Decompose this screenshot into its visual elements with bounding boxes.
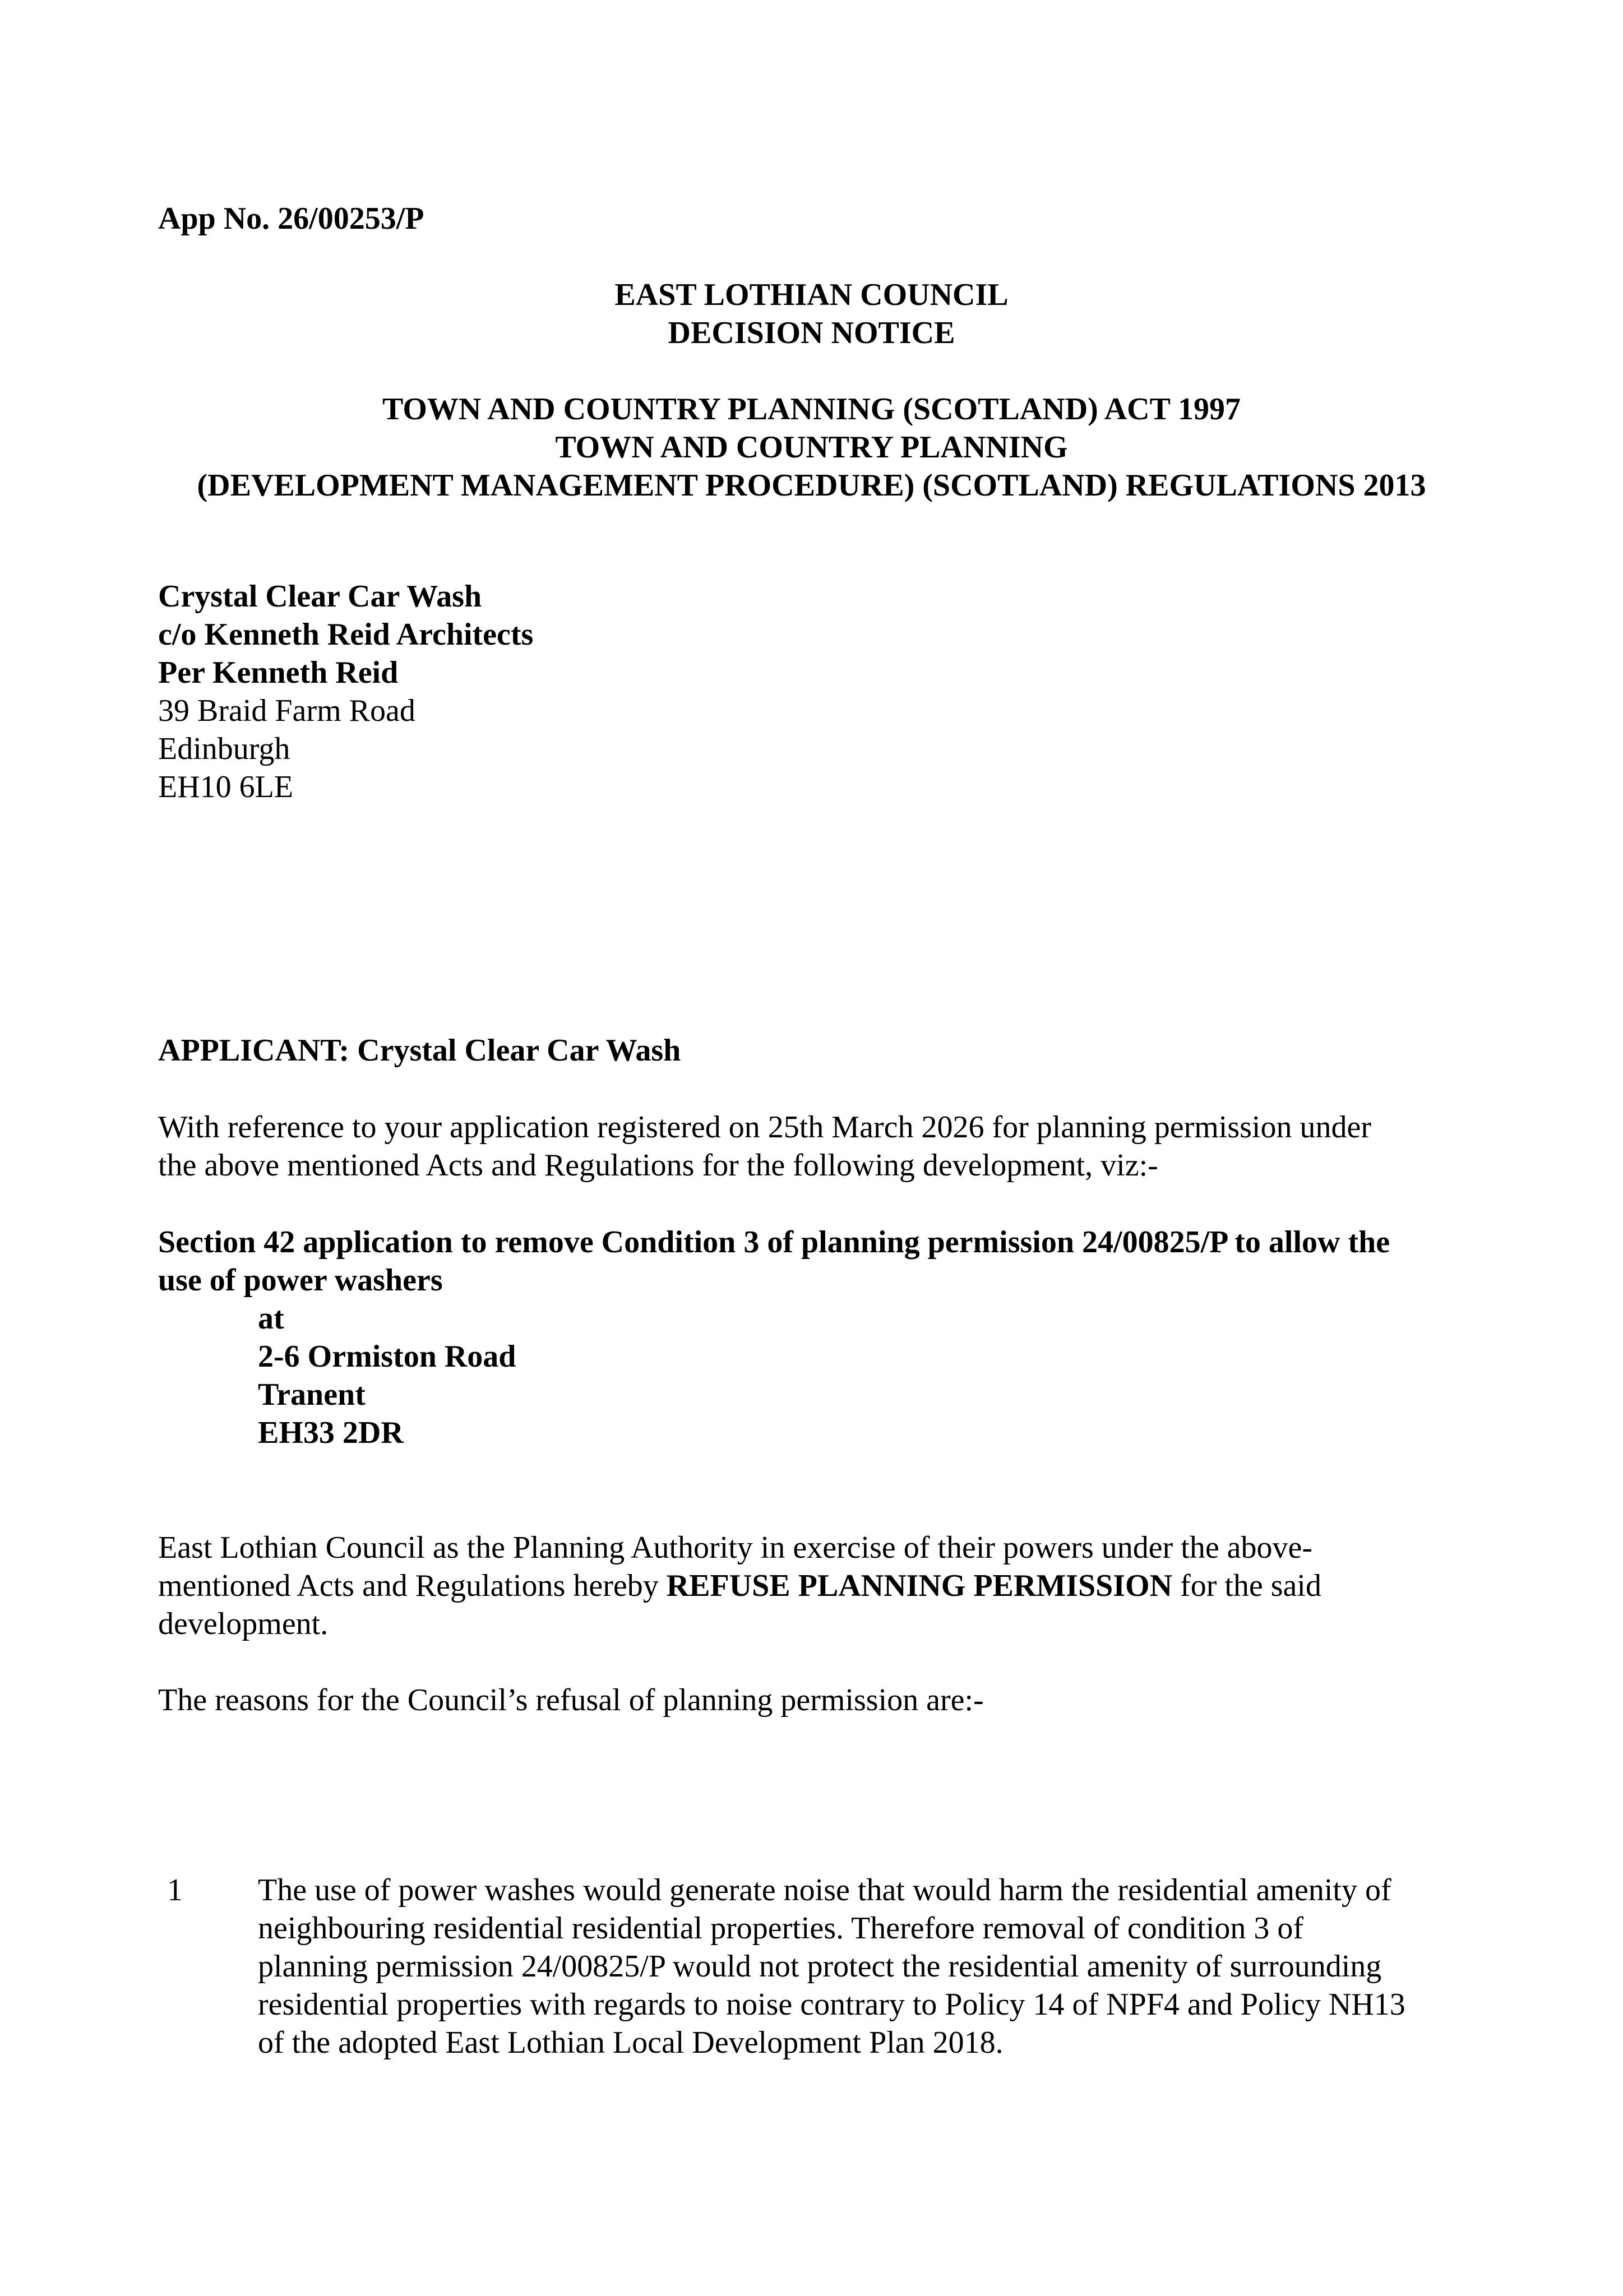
proposal-line-2: use of power washers [158, 1263, 443, 1298]
site-town: Tranent [258, 1377, 366, 1412]
address-care-of: c/o Kenneth Reid Architects [158, 617, 534, 652]
reason-line-4: residential properties with regards to noise contrary to Policy 14 of NPF4 and Policy NH13 [258, 1987, 1405, 2022]
reference-line-2: the above mentioned Acts and Regulations for the following development, viz:- [158, 1148, 1158, 1183]
site-street: 2-6 Ormiston Road [258, 1339, 516, 1374]
applicant-line: APPLICANT: Crystal Clear Car Wash [158, 1033, 681, 1068]
decision-line-3: development. [158, 1607, 329, 1641]
acts-block [0, 390, 1623, 504]
decision-paragraph [158, 1529, 1321, 1643]
decision-line-1: East Lothian Council as the Planning Authority in exercise of their powers under the above- [158, 1530, 1313, 1565]
recipient-address [158, 577, 533, 806]
reference-paragraph [158, 1108, 1371, 1184]
notice-title: DECISION NOTICE [668, 316, 955, 350]
reason-line-2: neighbouring residential residential properties. Therefore removal of condition 3 of [258, 1911, 1304, 1946]
application-number: App No. 26/00253/P [158, 201, 424, 236]
site-address [258, 1299, 516, 1452]
proposal-description [158, 1223, 1390, 1299]
reason-line-5: of the adopted East Lothian Local Development Plan 2018. [258, 2025, 1004, 2060]
reason-line-3: planning permission 24/00825/P would not protect the residential amenity of surrounding [258, 1949, 1382, 1984]
reason-text [258, 1871, 1405, 2062]
title-block [0, 276, 1623, 352]
act-line-2: TOWN AND COUNTRY PLANNING [555, 430, 1068, 465]
reference-line-1: With reference to your application registered on 25th March 2026 for planning permission under [158, 1110, 1371, 1145]
site-postcode: EH33 2DR [258, 1415, 404, 1450]
address-name: Crystal Clear Car Wash [158, 579, 482, 614]
reason-line-1: The use of power washes would generate noise that would harm the residential amenity of [258, 1873, 1391, 1908]
proposal-line-1: Section 42 application to remove Condition 3 of planning permission 24/00825/P to allow the [158, 1225, 1390, 1260]
act-line-3: (DEVELOPMENT MANAGEMENT PROCEDURE) (SCOTLAND) REGULATIONS 2013 [197, 468, 1426, 503]
site-at: at [258, 1301, 284, 1336]
reasons-intro: The reasons for the Council’s refusal of planning permission are:- [158, 1683, 984, 1718]
address-city: Edinburgh [158, 732, 290, 766]
address-per: Per Kenneth Reid [158, 655, 399, 690]
decision-outcome: REFUSE PLANNING PERMISSION [666, 1568, 1173, 1603]
decision-line-2 [158, 1567, 1321, 1605]
reason-number: 1 [167, 1873, 183, 1908]
address-postcode: EH10 6LE [158, 770, 294, 804]
decision-line-2-after: for the said [1172, 1568, 1321, 1603]
address-street: 39 Braid Farm Road [158, 693, 415, 728]
act-line-1: TOWN AND COUNTRY PLANNING (SCOTLAND) ACT 1997 [382, 392, 1241, 427]
decision-line-2-before: mentioned Acts and Regulations hereby [158, 1568, 667, 1603]
council-name: EAST LOTHIAN COUNCIL [614, 277, 1009, 312]
